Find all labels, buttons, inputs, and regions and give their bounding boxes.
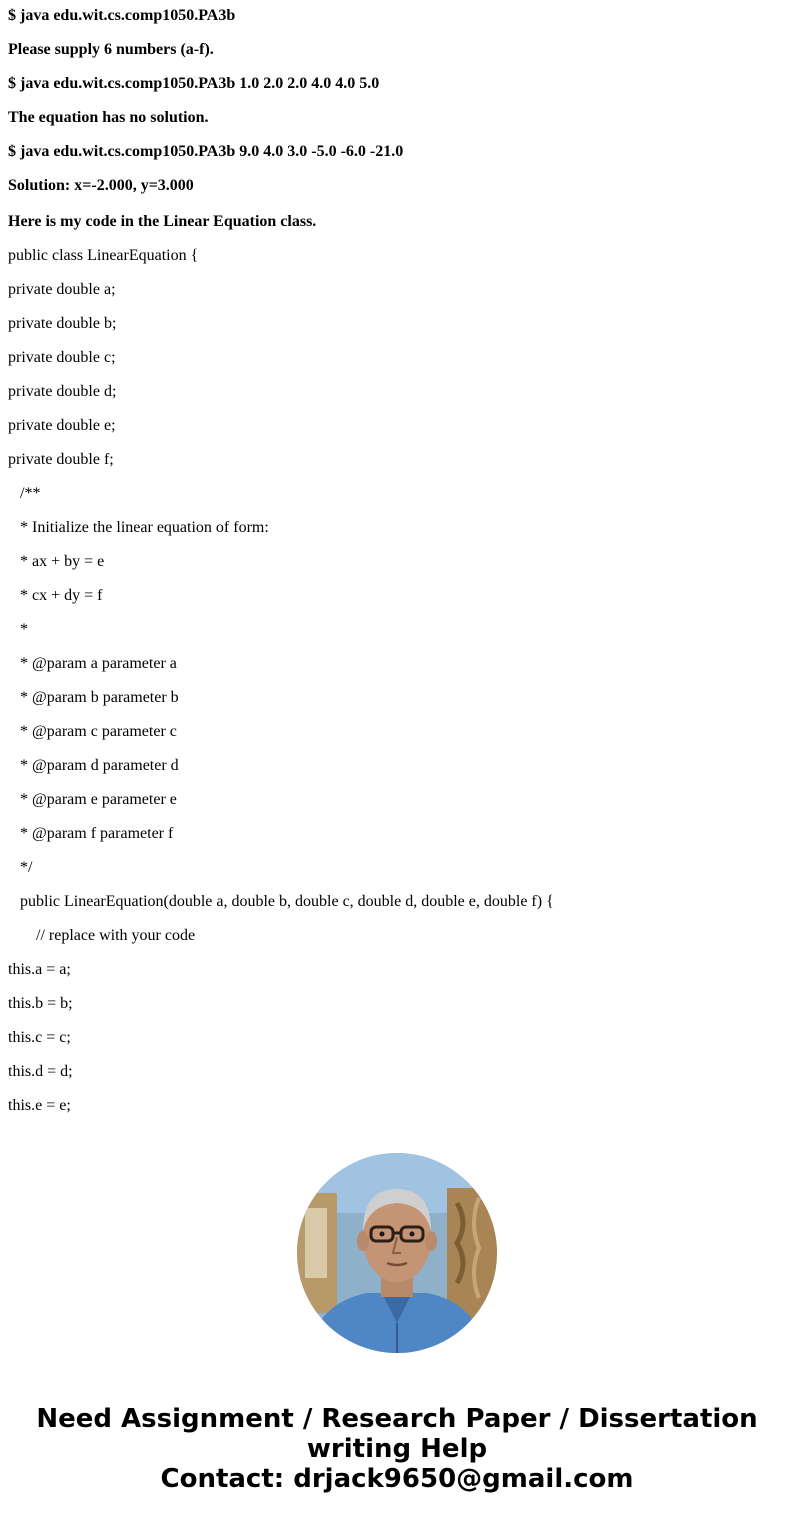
code-line: private double d;	[8, 383, 117, 400]
command-line-1: $ java edu.wit.cs.comp1050.PA3b	[8, 7, 236, 24]
code-line: * @param b parameter b	[20, 689, 179, 706]
code-line: private double a;	[8, 281, 116, 298]
code-line: private double c;	[8, 349, 116, 366]
code-line: * @param e parameter e	[20, 791, 177, 808]
code-line: * @param d parameter d	[20, 757, 179, 774]
promo-banner	[0, 1404, 794, 1494]
code-line: * @param c parameter c	[20, 723, 177, 740]
code-line: this.d = d;	[8, 1063, 73, 1080]
code-line: private double b;	[8, 315, 117, 332]
code-line: *	[20, 621, 28, 638]
code-line: * ax + by = e	[20, 553, 105, 570]
code-line: * @param f parameter f	[20, 825, 174, 842]
command-line-2: $ java edu.wit.cs.comp1050.PA3b 1.0 2.0 2.0 4.0 4.0 5.0	[8, 75, 380, 92]
code-line: * @param a parameter a	[20, 655, 177, 672]
command-line-3: $ java edu.wit.cs.comp1050.PA3b 9.0 4.0 3.0 -5.0 -6.0 -21.0	[8, 143, 404, 160]
code-line: public LinearEquation(double a, double b, double c, double d, double e, double f) {	[20, 893, 554, 910]
code-line: this.c = c;	[8, 1029, 71, 1046]
code-line: * Initialize the linear equation of form:	[20, 519, 269, 536]
code-line: this.e = e;	[8, 1097, 71, 1114]
promo-line-1: Need Assignment / Research Paper / Dissertation	[36, 1404, 758, 1434]
code-line: private double f;	[8, 451, 114, 468]
person-photo-icon	[297, 1153, 497, 1353]
code-line: this.b = b;	[8, 995, 73, 1012]
code-intro-line: Here is my code in the Linear Equation class.	[8, 213, 317, 230]
promo-line-2: writing Help	[306, 1434, 488, 1464]
promo-contact: Contact: drjack9650@gmail.com	[160, 1464, 634, 1494]
code-line: * cx + dy = f	[20, 587, 103, 604]
code-line: this.a = a;	[8, 961, 71, 978]
code-line: // replace with your code	[36, 927, 196, 944]
code-line: /**	[20, 485, 41, 502]
output-line-2: The equation has no solution.	[8, 109, 209, 126]
code-line: public class LinearEquation {	[8, 247, 199, 264]
output-line-3: Solution: x=-2.000, y=3.000	[8, 177, 194, 194]
code-line: private double e;	[8, 417, 116, 434]
avatar	[297, 1153, 497, 1353]
code-line: */	[20, 859, 33, 876]
output-line-1: Please supply 6 numbers (a-f).	[8, 41, 214, 58]
